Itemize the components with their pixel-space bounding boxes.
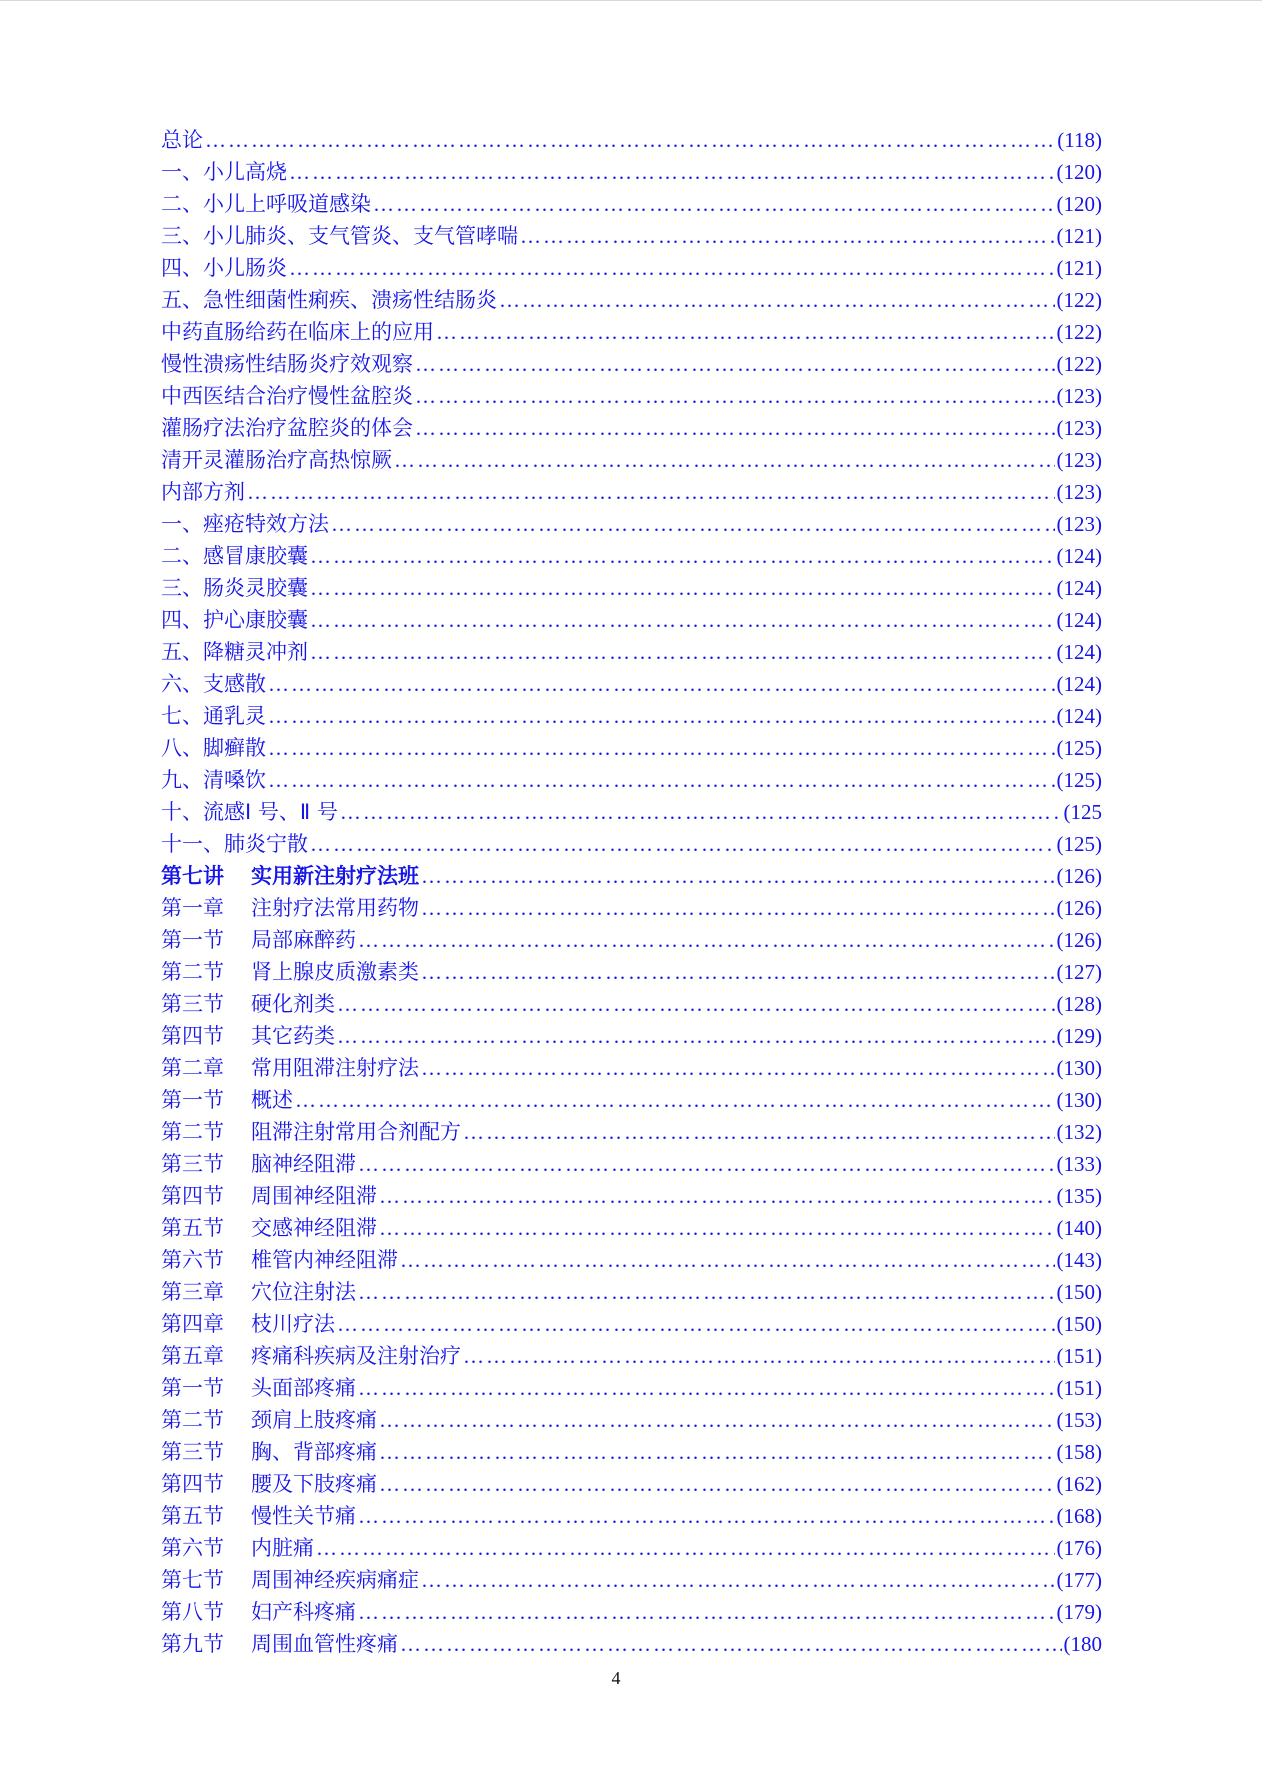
toc-entry-section[interactable] (161, 1372, 1102, 1404)
toc-entry-section[interactable] (161, 1468, 1102, 1500)
toc-entry-chapter[interactable] (161, 1052, 1102, 1084)
leader-dots (379, 1212, 1055, 1244)
toc-entry-title: 六、支感散 (161, 672, 266, 696)
toc-entry-page: (125 (1063, 800, 1102, 824)
leader-dots (205, 124, 1055, 156)
toc-entry-number: 第八节 (161, 1600, 224, 1624)
toc-entry-title (161, 1596, 356, 1628)
toc-entry-number: 第七节 (161, 1568, 224, 1592)
leader-dots (310, 540, 1055, 572)
toc-entry-page: (179) (1056, 1600, 1102, 1624)
toc-entry-title (161, 892, 419, 924)
toc-entry-section[interactable] (161, 1564, 1102, 1596)
toc-entry-title (161, 1500, 356, 1532)
toc-entry[interactable] (161, 444, 1102, 476)
toc-entry-page: (126) (1056, 864, 1102, 888)
toc-entry-text: 穴位注射法 (251, 1280, 356, 1304)
toc-entry-section[interactable] (161, 1020, 1102, 1052)
leader-dots (310, 828, 1055, 860)
leader-dots (373, 188, 1055, 220)
toc-entry-title (161, 956, 419, 988)
toc-entry-page: (151) (1056, 1344, 1102, 1368)
toc-entry-section[interactable] (161, 988, 1102, 1020)
toc-entry-text: 慢性关节痛 (251, 1504, 356, 1528)
leader-dots (421, 1052, 1055, 1084)
toc-entry[interactable] (161, 636, 1102, 668)
toc-entry-title: 总论 (161, 128, 203, 152)
leader-dots (421, 892, 1055, 924)
leader-dots (379, 1468, 1055, 1500)
toc-entry-number: 第二节 (161, 1120, 224, 1144)
toc-entry-title (161, 1148, 356, 1180)
toc-entry-title: 四、护心康胶囊 (161, 608, 308, 632)
toc-entry-page: (133) (1056, 1152, 1102, 1176)
toc-entry-number: 第三节 (161, 992, 224, 1016)
toc-entry-title: 二、小儿上呼吸道感染 (161, 192, 371, 216)
toc-entry-title (161, 1244, 398, 1276)
toc-entry[interactable] (161, 796, 1102, 828)
toc-entry-title: 十、流感Ⅰ 号、Ⅱ 号 (161, 800, 338, 824)
leader-dots (295, 1084, 1055, 1116)
toc-entry-title (161, 1468, 377, 1500)
toc-entry-number: 第二节 (161, 960, 224, 984)
toc-entry-title (161, 1020, 335, 1052)
toc-entry-page: (123) (1056, 448, 1102, 472)
leader-dots (358, 1372, 1055, 1404)
leader-dots (268, 764, 1055, 796)
leader-dots (400, 1628, 1062, 1660)
toc-entry[interactable] (161, 572, 1102, 604)
toc-entry-page: (176) (1056, 1536, 1102, 1560)
toc-entry-page: (121) (1056, 224, 1102, 248)
toc-entry[interactable] (161, 124, 1102, 156)
toc-entry-page: (151) (1056, 1376, 1102, 1400)
toc-entry-title: 四、小儿肠炎 (161, 256, 287, 280)
toc-entry-number: 第九节 (161, 1632, 224, 1656)
toc-entry[interactable] (161, 540, 1102, 572)
toc-entry-title: 中药直肠给药在临床上的应用 (161, 320, 434, 344)
toc-entry-section[interactable] (161, 1596, 1102, 1628)
toc-entry-page: (123) (1056, 480, 1102, 504)
toc-entry-page: (140) (1056, 1216, 1102, 1240)
toc-entry-number: 第六节 (161, 1248, 224, 1272)
toc-entry-page: (124) (1056, 576, 1102, 600)
toc-entry-number: 第四节 (161, 1472, 224, 1496)
toc-entry-page: (177) (1056, 1568, 1102, 1592)
toc-entry-page: (130) (1056, 1088, 1102, 1112)
toc-entry-title (161, 1628, 398, 1660)
toc-entry-number: 第一章 (161, 896, 224, 920)
toc-entry-page: (127) (1056, 960, 1102, 984)
toc-entry-section[interactable] (161, 1436, 1102, 1468)
page-number: 4 (611, 1668, 621, 1688)
toc-entry-page: (180 (1063, 1632, 1102, 1656)
toc-entry-page: (168) (1056, 1504, 1102, 1528)
toc-entry-page: (125) (1056, 832, 1102, 856)
leader-dots (415, 348, 1055, 380)
toc-entry-title (161, 1404, 377, 1436)
toc-entry-title: 二、感冒康胶囊 (161, 544, 308, 568)
toc-entry-section[interactable] (161, 1500, 1102, 1532)
toc-entry-number: 第四章 (161, 1312, 224, 1336)
toc-entry-page: (130) (1056, 1056, 1102, 1080)
toc-entry-section[interactable] (161, 956, 1102, 988)
toc-entry-number: 第七讲 (161, 864, 224, 888)
toc-entry-number: 第三节 (161, 1440, 224, 1464)
toc-entry-text: 局部麻醉药 (251, 928, 356, 952)
leader-dots (358, 1500, 1055, 1532)
leader-dots (289, 252, 1055, 284)
toc-entry-page: (122) (1056, 288, 1102, 312)
toc-entry-title (161, 1052, 419, 1084)
toc-entry-page: (118) (1057, 128, 1102, 152)
toc-entry-title (161, 1212, 377, 1244)
leader-dots (289, 156, 1055, 188)
toc-entry[interactable] (161, 188, 1102, 220)
leader-dots (415, 412, 1055, 444)
toc-entry-page: (124) (1056, 608, 1102, 632)
toc-entry-text: 周围神经疾病痛症 (251, 1568, 419, 1592)
toc-entry-number: 第五节 (161, 1504, 224, 1528)
toc-entry[interactable] (161, 700, 1102, 732)
toc-entry-title (161, 1084, 293, 1116)
toc-entry-title: 五、降糖灵冲剂 (161, 640, 308, 664)
toc-entry-page: (153) (1056, 1408, 1102, 1432)
toc-entry-page: (124) (1056, 672, 1102, 696)
top-border (0, 0, 1262, 1)
toc-entry-title: 内部方剂 (161, 480, 245, 504)
toc-entry[interactable] (161, 380, 1102, 412)
toc-entry-text: 硬化剂类 (251, 992, 335, 1016)
toc-entry-number: 第四节 (161, 1184, 224, 1208)
toc-entry-chapter[interactable] (161, 1276, 1102, 1308)
toc-entry-title: 十一、肺炎宁散 (161, 832, 308, 856)
leader-dots (247, 476, 1055, 508)
toc-entry-title (161, 1436, 377, 1468)
toc-entry-page: (125) (1056, 736, 1102, 760)
toc-entry-title (161, 1340, 461, 1372)
toc-entry-number: 第五章 (161, 1344, 224, 1368)
leader-dots (310, 636, 1055, 668)
toc-entry-title (161, 1276, 356, 1308)
leader-dots (340, 796, 1062, 828)
toc-entry-title (161, 1308, 335, 1340)
toc-entry-text: 实用新注射疗法班 (251, 864, 419, 888)
toc-entry-section[interactable] (161, 1628, 1102, 1660)
toc-entry-text: 阻滞注射常用合剂配方 (251, 1120, 461, 1144)
toc-entry-title: 清开灵灌肠治疗高热惊厥 (161, 448, 392, 472)
toc-entry-text: 周围血管性疼痛 (251, 1632, 398, 1656)
leader-dots (358, 1596, 1055, 1628)
toc-entry-title: 五、急性细菌性痢疾、溃疡性结肠炎 (161, 288, 497, 312)
toc-entry-title (161, 1564, 419, 1596)
toc-entry-title: 七、通乳灵 (161, 704, 266, 728)
toc-entry-section[interactable] (161, 1116, 1102, 1148)
toc-entry-page: (129) (1056, 1024, 1102, 1048)
toc-entry-chapter[interactable] (161, 1340, 1102, 1372)
toc-entry-title (161, 1180, 377, 1212)
toc-entry-page: (162) (1056, 1472, 1102, 1496)
toc-entry-section[interactable] (161, 1532, 1102, 1564)
toc-entry-title: 慢性溃疡性结肠炎疗效观察 (161, 352, 413, 376)
toc-entry[interactable] (161, 508, 1102, 540)
toc-entry-page: (124) (1056, 704, 1102, 728)
toc-entry-page: (122) (1056, 352, 1102, 376)
leader-dots (379, 1180, 1055, 1212)
toc-entry-page: (143) (1056, 1248, 1102, 1272)
table-of-contents (161, 124, 1102, 1660)
toc-entry[interactable] (161, 668, 1102, 700)
toc-entry-title (161, 1372, 356, 1404)
toc-entry-number: 第二节 (161, 1408, 224, 1432)
leader-dots (415, 380, 1055, 412)
leader-dots (268, 668, 1055, 700)
toc-entry-title: 中西医结合治疗慢性盆腔炎 (161, 384, 413, 408)
toc-entry[interactable] (161, 284, 1102, 316)
toc-entry-chapter[interactable] (161, 1308, 1102, 1340)
leader-dots (337, 1020, 1055, 1052)
toc-entry-text: 周围神经阻滞 (251, 1184, 377, 1208)
toc-entry-title: 三、肠炎灵胶囊 (161, 576, 308, 600)
toc-entry-page: (135) (1056, 1184, 1102, 1208)
leader-dots (379, 1404, 1055, 1436)
leader-dots (421, 860, 1055, 892)
leader-dots (499, 284, 1055, 316)
toc-entry-title: 一、痤疮特效方法 (161, 512, 329, 536)
leader-dots (358, 924, 1055, 956)
toc-entry-text: 交感神经阻滞 (251, 1216, 377, 1240)
toc-entry-text: 胸、背部疼痛 (251, 1440, 377, 1464)
toc-entry-text: 概述 (251, 1088, 293, 1112)
toc-entry-page: (150) (1056, 1280, 1102, 1304)
toc-entry-text: 内脏痛 (251, 1536, 314, 1560)
toc-entry-lecture[interactable] (161, 860, 1102, 892)
leader-dots (358, 1276, 1055, 1308)
toc-entry-text: 注射疗法常用药物 (251, 896, 419, 920)
toc-entry[interactable] (161, 348, 1102, 380)
toc-entry-page: (150) (1056, 1312, 1102, 1336)
toc-entry-section[interactable] (161, 1244, 1102, 1276)
toc-entry-text: 头面部疼痛 (251, 1376, 356, 1400)
leader-dots (268, 700, 1055, 732)
toc-entry-page: (132) (1056, 1120, 1102, 1144)
toc-entry[interactable] (161, 156, 1102, 188)
leader-dots (463, 1340, 1055, 1372)
toc-entry-text: 椎管内神经阻滞 (251, 1248, 398, 1272)
toc-entry-page: (126) (1056, 928, 1102, 952)
leader-dots (358, 1148, 1055, 1180)
toc-entry-section[interactable] (161, 1084, 1102, 1116)
toc-entry-page: (128) (1056, 992, 1102, 1016)
toc-entry-text: 肾上腺皮质激素类 (251, 960, 419, 984)
toc-entry-page: (125) (1056, 768, 1102, 792)
leader-dots (394, 444, 1055, 476)
leader-dots (310, 604, 1055, 636)
toc-entry-number: 第五节 (161, 1216, 224, 1240)
toc-entry-text: 枝川疗法 (251, 1312, 335, 1336)
toc-entry[interactable] (161, 604, 1102, 636)
toc-entry-page: (123) (1056, 512, 1102, 536)
toc-entry-number: 第三节 (161, 1152, 224, 1176)
toc-entry-text: 颈肩上肢疼痛 (251, 1408, 377, 1432)
toc-entry-section[interactable] (161, 1212, 1102, 1244)
toc-entry-section[interactable] (161, 1180, 1102, 1212)
toc-entry-title (161, 860, 419, 892)
leader-dots (379, 1436, 1055, 1468)
leader-dots (436, 316, 1055, 348)
toc-entry-text: 疼痛科疾病及注射治疗 (251, 1344, 461, 1368)
toc-entry-page: (123) (1056, 416, 1102, 440)
leader-dots (268, 732, 1055, 764)
leader-dots (337, 988, 1055, 1020)
leader-dots (337, 1308, 1055, 1340)
toc-entry-title: 三、小儿肺炎、支气管炎、支气管哮喘 (161, 224, 518, 248)
toc-entry-page: (120) (1056, 160, 1102, 184)
toc-entry[interactable] (161, 764, 1102, 796)
leader-dots (310, 572, 1055, 604)
toc-entry-number: 第一节 (161, 928, 224, 952)
toc-entry-title (161, 1116, 461, 1148)
leader-dots (421, 1564, 1055, 1596)
toc-entry-chapter[interactable] (161, 892, 1102, 924)
toc-entry-number: 第六节 (161, 1536, 224, 1560)
toc-entry[interactable] (161, 412, 1102, 444)
toc-entry-page: (126) (1056, 896, 1102, 920)
toc-entry-page: (158) (1056, 1440, 1102, 1464)
toc-entry-page: (124) (1056, 640, 1102, 664)
toc-entry[interactable] (161, 316, 1102, 348)
toc-entry[interactable] (161, 476, 1102, 508)
toc-entry-text: 常用阻滞注射疗法 (251, 1056, 419, 1080)
toc-entry-title (161, 924, 356, 956)
leader-dots (463, 1116, 1055, 1148)
toc-entry-section[interactable] (161, 1148, 1102, 1180)
toc-entry-title: 灌肠疗法治疗盆腔炎的体会 (161, 416, 413, 440)
toc-entry[interactable] (161, 220, 1102, 252)
toc-entry[interactable] (161, 252, 1102, 284)
leader-dots (316, 1532, 1055, 1564)
toc-entry-number: 第一节 (161, 1376, 224, 1400)
toc-entry-page: (121) (1056, 256, 1102, 280)
toc-entry[interactable] (161, 732, 1102, 764)
toc-entry-title: 一、小儿高烧 (161, 160, 287, 184)
leader-dots (421, 956, 1055, 988)
toc-entry-page: (123) (1056, 384, 1102, 408)
toc-entry-section[interactable] (161, 924, 1102, 956)
toc-entry-title (161, 1532, 314, 1564)
leader-dots (331, 508, 1055, 540)
leader-dots (520, 220, 1055, 252)
toc-entry-page: (124) (1056, 544, 1102, 568)
toc-entry-number: 第三章 (161, 1280, 224, 1304)
toc-entry-text: 妇产科疼痛 (251, 1600, 356, 1624)
toc-entry-page: (122) (1056, 320, 1102, 344)
toc-entry-title: 九、清嗓饮 (161, 768, 266, 792)
toc-entry-number: 第一节 (161, 1088, 224, 1112)
toc-entry-text: 其它药类 (251, 1024, 335, 1048)
toc-entry-page: (120) (1056, 192, 1102, 216)
toc-entry-number: 第二章 (161, 1056, 224, 1080)
leader-dots (400, 1244, 1055, 1276)
toc-entry-text: 腰及下肢疼痛 (251, 1472, 377, 1496)
toc-entry[interactable] (161, 828, 1102, 860)
toc-entry-section[interactable] (161, 1404, 1102, 1436)
toc-entry-title: 八、脚癣散 (161, 736, 266, 760)
toc-entry-number: 第四节 (161, 1024, 224, 1048)
toc-entry-text: 脑神经阻滞 (251, 1152, 356, 1176)
toc-entry-title (161, 988, 335, 1020)
